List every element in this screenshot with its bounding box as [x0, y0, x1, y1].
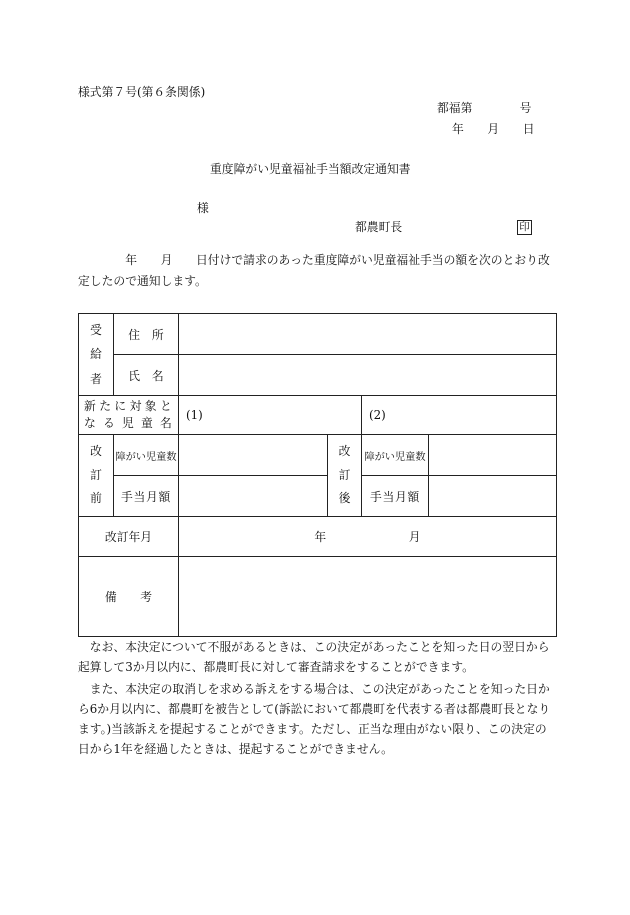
before-child-count-value-cell — [178, 434, 328, 476]
note-line: ます。)当該訴えを提起することができます。ただし、正当な理由がない限り、この決定の — [78, 722, 547, 736]
note-line: なお、本決定について不服があるときは、この決定があったことを知った日の翌日から — [78, 640, 550, 654]
new-children-label-line: 新たに対象と — [84, 399, 176, 413]
after-revision-group-label — [327, 434, 362, 517]
intro-line: 定したので通知します。 — [78, 274, 207, 288]
document-title: 重度障がい児童福祉手当額改定通知書 — [210, 162, 411, 176]
recipient-suffix: 様 — [197, 201, 209, 215]
recipient-group-label — [78, 313, 114, 396]
remarks-value-cell — [178, 556, 557, 637]
form-number: 様式第７号(第６条関係) — [78, 85, 206, 99]
revision-date-label: 改訂年月 — [78, 516, 179, 557]
after-child-count-value-cell — [428, 434, 557, 476]
after-monthly-amount-value-cell — [428, 475, 557, 517]
new-children-label — [78, 395, 179, 435]
intro-line: 年 月 日付けで請求のあった重度障がい児童福祉手当の額を次のとおり改 — [78, 253, 550, 267]
name-label: 氏 名 — [113, 354, 179, 396]
address-label: 住 所 — [113, 313, 179, 355]
before-monthly-amount-label: 手当月額 — [113, 475, 179, 517]
after-child-count-label: 障がい児童数 — [361, 434, 429, 476]
after-revision-group-text: 改訂後 — [338, 444, 351, 506]
revision-date-value: 年 月 — [178, 516, 557, 557]
before-child-count-label: 障がい児童数 — [113, 434, 179, 476]
note-line: 起算して3か月以内に、都農町長に対して審査請求をすることができます。 — [78, 660, 474, 674]
issuer-name: 都農町長 — [355, 220, 403, 234]
name-value-cell — [178, 354, 557, 396]
after-monthly-amount-label: 手当月額 — [361, 475, 429, 517]
issue-date-line: 年 月 日 — [452, 122, 535, 136]
note-line: 日から1年を経過したときは、提起することができません。 — [78, 742, 393, 756]
address-value-cell — [178, 313, 557, 355]
reference-number: 都福第 号 — [437, 101, 532, 115]
new-children-label-line: なる児童名 — [84, 416, 179, 430]
remarks-label: 備 考 — [78, 556, 179, 637]
note-line: ら6か月以内に、都農町を被告として(訴訟において都農町を代表する者は都農町長となり — [78, 702, 551, 716]
seal-stamp: 印 — [517, 220, 532, 235]
child-slot-2: (2) — [361, 395, 557, 435]
before-revision-group-text: 改訂前 — [90, 444, 102, 506]
recipient-group-text: 受給者 — [90, 322, 102, 386]
child-slot-1: (1) — [178, 395, 362, 435]
before-revision-group-label — [78, 434, 114, 517]
before-monthly-amount-value-cell — [178, 475, 328, 517]
note-line: また、本決定の取消しを求める訴えをする場合は、この決定があったことを知った日か — [78, 682, 550, 696]
